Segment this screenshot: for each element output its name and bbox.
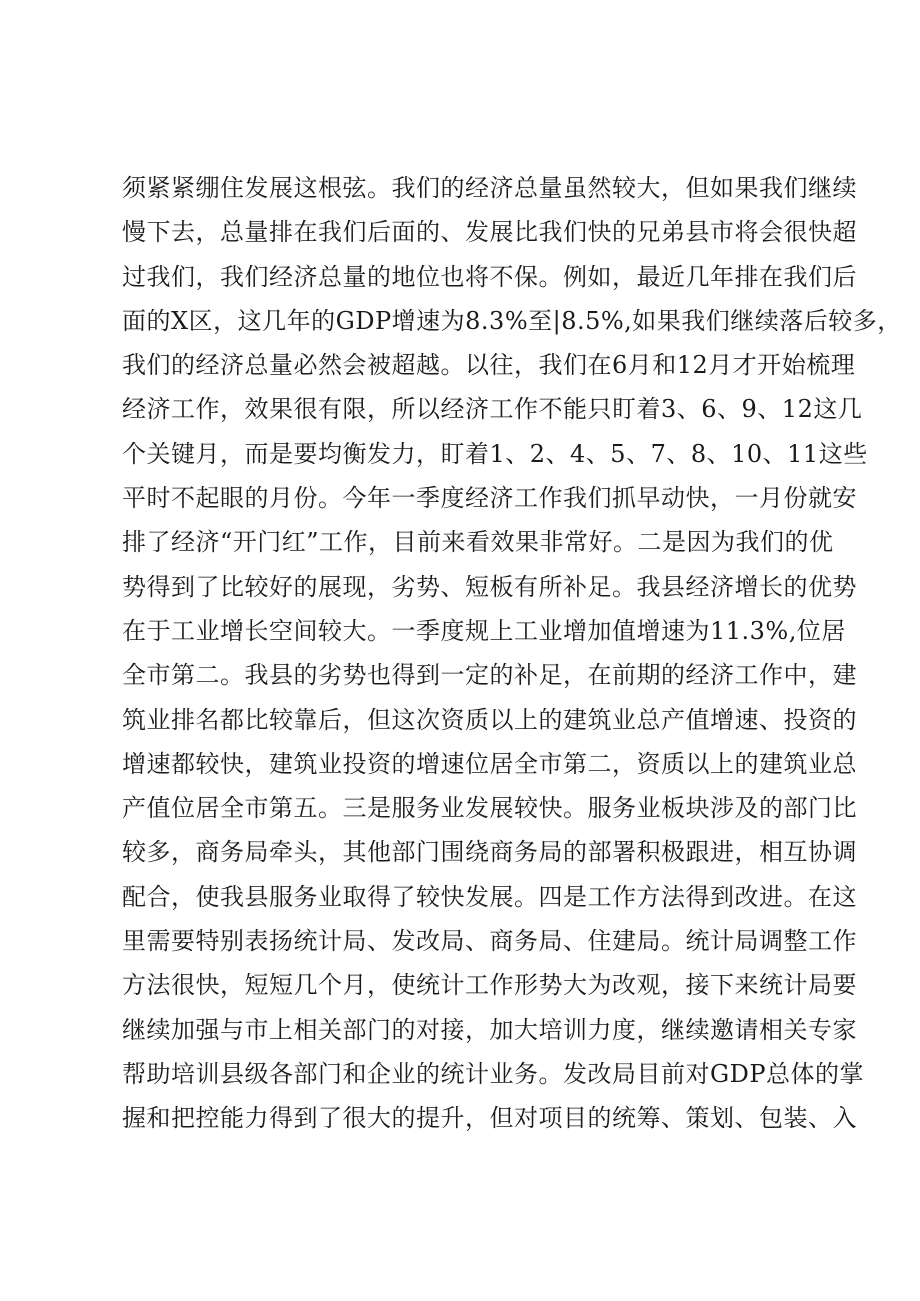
text-line: 增速都较快，建筑业投资的增速位居全市第二，资质以上的建筑业总	[122, 749, 857, 778]
text-line: 势得到了比较好的展现，劣势、短板有所补足。我县经济增长的优势	[122, 572, 857, 601]
text-line: 帮助培训县级各部门和企业的统计业务。发改局目前对GDP总体的掌	[122, 1059, 865, 1088]
text-line: 全市第二。我县的劣势也得到一定的补足，在前期的经济工作中，建	[122, 661, 857, 690]
text-line: 面的X区，这几年的GDP增速为8.3%至|8.5%,如果我们继续落后较多，	[122, 306, 902, 335]
text-line: 产值位居全市第五。三是服务业发展较快。服务业板块涉及的部门比	[122, 794, 857, 823]
text-line: 握和把控能力得到了很大的提升，但对项目的统筹、策划、包装、入	[122, 1104, 857, 1133]
text-line: 里需要特别表扬统计局、发改局、商务局、住建局。统计局调整工作	[122, 927, 857, 956]
body-paragraph	[122, 166, 902, 1141]
text-line: 筑业排名都比较靠后，但这次资质以上的建筑业总产值增速、投资的	[122, 705, 857, 734]
text-line: 须紧紧绷住发展这根弦。我们的经济总量虽然较大，但如果我们继续	[122, 174, 857, 202]
text-line: 平时不起眼的月份。今年一季度经济工作我们抓早动快，一月份就安	[122, 484, 857, 513]
text-line: 经济工作，效果很有限，所以经济工作不能只盯着3、6、9、12这几	[122, 395, 863, 424]
text-line: 较多，商务局牵头，其他部门围绕商务局的部署积极跟进，相互协调	[122, 838, 857, 867]
text-line: 排了经济“开门红”工作，目前来看效果非常好。二是因为我们的优	[122, 528, 834, 557]
text-line: 我们的经济总量必然会被超越。以往，我们在6月和12月才开始梳理	[122, 351, 856, 380]
text-line: 过我们，我们经济总量的地位也将不保。例如，最近几年排在我们后	[122, 262, 857, 291]
text-line: 继续加强与市上相关部门的对接，加大培训力度，继续邀请相关专家	[122, 1015, 857, 1044]
text-line: 配合，使我县服务业取得了较快发展。四是工作方法得到改进。在这	[122, 882, 857, 911]
text-line: 在于工业增长空间较大。一季度规上工业增加值增速为11.3%,位居	[122, 616, 846, 645]
text-line: 方法很快，短短几个月，使统计工作形势大为改观，接下来统计局要	[122, 971, 857, 1000]
text-line: 个关键月，而是要均衡发力，盯着1、2、4、5、7、8、10、11这些	[122, 439, 868, 468]
text-line: 慢下去，总量排在我们后面的、发展比我们快的兄弟县市将会很快超	[122, 218, 857, 247]
